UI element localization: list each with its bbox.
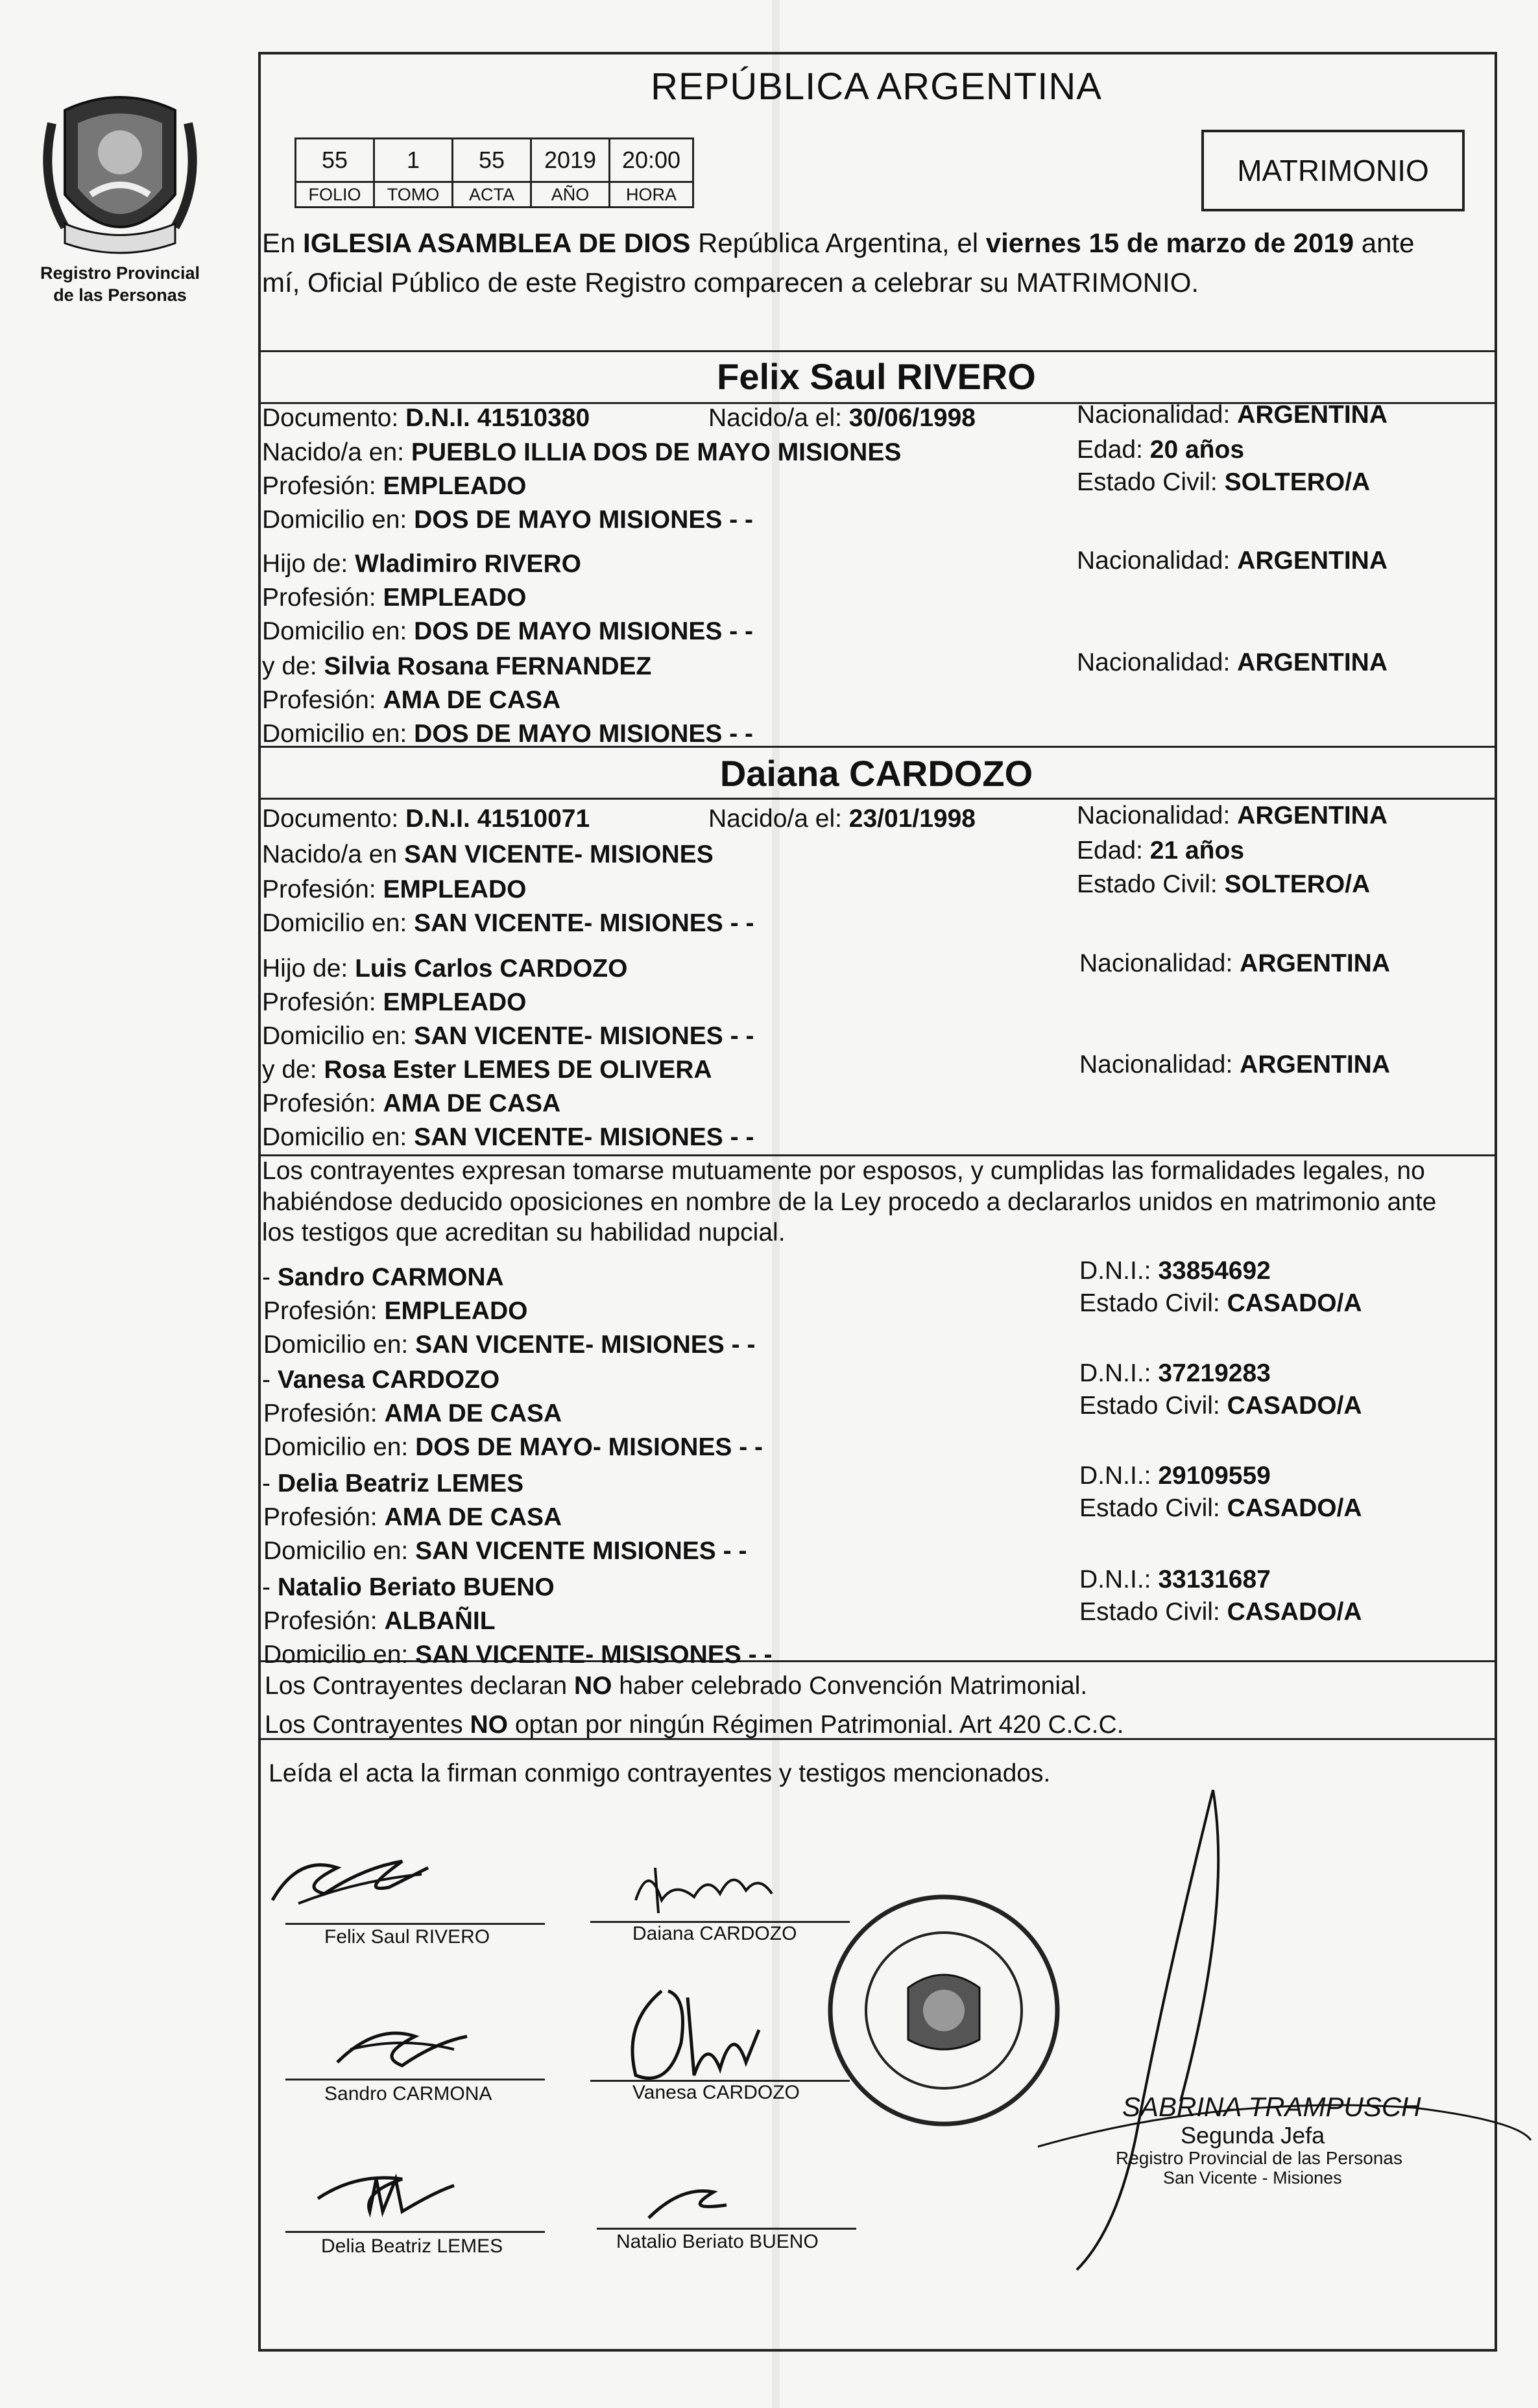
witness-estado-civil: Estado Civil: CASADO/A	[1079, 1494, 1362, 1522]
signature-label-delia: Delia Beatriz LEMES	[321, 2235, 503, 2257]
witness-estado-civil: Estado Civil: CASADO/A	[1079, 1598, 1362, 1626]
spouse1-name: Felix Saul RIVERO	[717, 356, 1036, 397]
signature-label-felix: Felix Saul RIVERO	[324, 1926, 490, 1948]
ceremony-date: viernes 15 de marzo de 2019	[985, 228, 1354, 258]
spouse1-mother-profesion: Profesión: AMA DE CASA	[262, 686, 561, 714]
acta-label: ACTA	[453, 182, 531, 208]
witness-name: - Natalio Beriato BUENO	[262, 1573, 555, 1601]
witness-profesion: Profesión: EMPLEADO	[263, 1297, 528, 1325]
official-role: Segunda Jefa	[1181, 2122, 1325, 2149]
spouse2-domicilio: Domicilio en: SAN VICENTE- MISIONES - -	[262, 909, 754, 937]
official-office: Registro Provincial de las Personas	[1116, 2148, 1402, 2168]
spouse1-father-domicilio: Domicilio en: DOS DE MAYO MISIONES - -	[262, 617, 754, 645]
divider-spouse2-head	[258, 798, 1495, 800]
signature-label-daiana: Daiana CARDOZO	[632, 1923, 797, 1944]
witness-dni: D.N.I.: 29109559	[1079, 1462, 1271, 1490]
declaration-paragraph	[262, 1156, 1488, 1248]
spouse1-profesion: Profesión: EMPLEADO	[262, 472, 527, 500]
spouse2-father-nacionalidad: Nacionalidad: ARGENTINA	[1079, 949, 1391, 977]
witness-domicilio: Domicilio en: SAN VICENTE- MISIONES - -	[263, 1331, 756, 1359]
spouse2-nacido-en: Nacido/a en SAN VICENTE- MISIONES	[262, 840, 714, 868]
spouse1-nacionalidad: Nacionalidad: ARGENTINA	[1077, 401, 1388, 429]
signature-line-felix	[285, 1923, 545, 1925]
hora-label: HORA	[610, 182, 693, 208]
ano-label: AÑO	[531, 182, 610, 208]
spouse1-edad: Edad: 20 años	[1077, 436, 1245, 464]
folio-label: FOLIO	[296, 182, 374, 208]
signature-natalio-icon	[642, 2179, 746, 2231]
signature-line-delia	[285, 2231, 545, 2233]
witness-profesion: Profesión: ALBAÑIL	[263, 1607, 496, 1635]
official-name: SABRINA TRAMPUSCH	[1122, 2092, 1421, 2122]
registry-caption-line1: Registro Provincial	[40, 263, 200, 283]
registry-caption-line2: de las Personas	[53, 285, 187, 305]
intro-line2: mí, Oficial Público de este Registro comparecen a celebrar su MATRIMONIO.	[262, 267, 1199, 298]
ano-value: 2019	[531, 139, 610, 182]
record-type-box: MATRIMONIO	[1201, 130, 1465, 211]
official-signature-icon	[1038, 1777, 1258, 2283]
spouse1-estado-civil: Estado Civil: SOLTERO/A	[1077, 468, 1371, 496]
declaration-line1: Los contrayentes expresan tomarse mutuamente por esposos, y cumplidas las formalidades legales, no	[262, 1157, 1425, 1185]
spouse2-nacionalidad: Nacionalidad: ARGENTINA	[1077, 802, 1388, 829]
spouse2-profesion: Profesión: EMPLEADO	[262, 876, 527, 903]
tomo-label: TOMO	[374, 182, 453, 208]
spouse1-documento: Documento: D.N.I. 41510380	[262, 404, 590, 432]
document-title: REPÚBLICA ARGENTINA	[651, 66, 1102, 108]
hora-value: 20:00	[610, 139, 693, 182]
spouse1-nacido-el: Nacido/a el: 30/06/1998	[708, 404, 976, 432]
spouse2-father: Hijo de: Luis Carlos CARDOZO	[262, 955, 628, 983]
registry-caption	[19, 263, 221, 307]
intro-line1: En IGLESIA ASAMBLEA DE DIOS República Argentina, el viernes 15 de marzo de 2019 ante	[262, 228, 1415, 258]
declaration-line3: los testigos que acreditan su habilidad nupcial.	[262, 1219, 786, 1247]
signature-sandro-icon	[324, 2010, 480, 2082]
official-place: San Vicente - Misiones	[1163, 2168, 1342, 2187]
tomo-value: 1	[374, 139, 453, 182]
declaration-line2: habiéndose deducido oposiciones en nombre de la Ley procedo a declararlos unidos en matrimonio ante	[262, 1187, 1437, 1216]
spouse2-name: Daiana CARDOZO	[719, 753, 1033, 794]
spouse2-father-domicilio: Domicilio en: SAN VICENTE- MISIONES - -	[262, 1022, 754, 1050]
witness-dni: D.N.I.: 33854692	[1079, 1257, 1271, 1285]
signature-felix-icon	[259, 1842, 454, 1920]
witness-estado-civil: Estado Civil: CASADO/A	[1079, 1289, 1362, 1317]
spouse2-mother: y de: Rosa Ester LEMES DE OLIVERA	[262, 1056, 712, 1084]
signature-daiana-icon	[623, 1855, 791, 1926]
spouse2-mother-nacionalidad: Nacionalidad: ARGENTINA	[1079, 1051, 1391, 1079]
spouse2-father-profesion: Profesión: EMPLEADO	[262, 988, 527, 1016]
acta-value: 55	[453, 139, 531, 182]
spouse1-mother-nacionalidad: Nacionalidad: ARGENTINA	[1077, 649, 1388, 676]
provincial-seal-icon	[39, 84, 201, 266]
spouse2-nacido-el: Nacido/a el: 23/01/1998	[708, 805, 976, 833]
witness-estado-civil: Estado Civil: CASADO/A	[1079, 1392, 1362, 1420]
folio-value: 55	[296, 139, 374, 182]
witness-name: - Sandro CARMONA	[262, 1263, 504, 1291]
closing-statement: Leída el acta la firman conmigo contrayentes y testigos mencionados.	[269, 1759, 1051, 1787]
spouse1-mother: y de: Silvia Rosana FERNANDEZ	[262, 652, 652, 680]
spouse1-domicilio: Domicilio en: DOS DE MAYO MISIONES - -	[262, 506, 754, 534]
signature-delia-icon	[305, 2160, 474, 2231]
convention-statement: Los Contrayentes declaran NO haber celebrado Convención Matrimonial.	[265, 1672, 1088, 1700]
witness-dni: D.N.I.: 33131687	[1079, 1566, 1271, 1593]
spouse1-nacido-en: Nacido/a en: PUEBLO ILLIA DOS DE MAYO MISIONES	[262, 438, 902, 466]
signature-label-vanesa: Vanesa CARDOZO	[632, 2082, 800, 2103]
patrimonial-regime-statement: Los Contrayentes NO optan por ningún Régimen Patrimonial. Art 420 C.C.C.	[265, 1711, 1124, 1739]
signature-label-sandro: Sandro CARMONA	[324, 2083, 492, 2104]
signature-vanesa-icon	[610, 1972, 804, 2095]
spouse2-documento: Documento: D.N.I. 41510071	[262, 805, 590, 833]
witness-profesion: Profesión: AMA DE CASA	[263, 1503, 562, 1531]
ceremony-place: IGLESIA ASAMBLEA DE DIOS	[303, 228, 691, 258]
signature-label-natalio: Natalio Beriato BUENO	[616, 2231, 819, 2252]
signature-line-sandro	[285, 2079, 545, 2080]
witness-domicilio: Domicilio en: SAN VICENTE MISIONES - -	[263, 1537, 747, 1565]
spouse2-edad: Edad: 21 años	[1077, 837, 1245, 864]
spouse1-father: Hijo de: Wladimiro RIVERO	[262, 550, 581, 578]
witness-domicilio: Domicilio en: SAN VICENTE- MISISONES - -	[263, 1641, 773, 1669]
spouse1-mother-domicilio: Domicilio en: DOS DE MAYO MISIONES - -	[262, 720, 754, 748]
witness-name: - Delia Beatriz LEMES	[262, 1470, 524, 1497]
intro-paragraph	[262, 224, 1488, 303]
spouse2-mother-profesion: Profesión: AMA DE CASA	[262, 1090, 561, 1117]
divider-header	[258, 350, 1495, 352]
spouse1-father-nacionalidad: Nacionalidad: ARGENTINA	[1077, 547, 1388, 575]
witness-dni: D.N.I.: 37219283	[1079, 1359, 1271, 1387]
witness-domicilio: Domicilio en: DOS DE MAYO- MISIONES - -	[263, 1433, 763, 1461]
spouse2-estado-civil: Estado Civil: SOLTERO/A	[1077, 870, 1371, 898]
spouse2-mother-domicilio: Domicilio en: SAN VICENTE- MISIONES - -	[262, 1123, 754, 1151]
signature-line-natalio	[597, 2228, 856, 2230]
spouse1-father-profesion: Profesión: EMPLEADO	[262, 584, 527, 612]
witness-profesion: Profesión: AMA DE CASA	[263, 1400, 562, 1427]
record-reference-table	[294, 137, 694, 208]
witness-name: - Vanesa CARDOZO	[262, 1366, 500, 1394]
